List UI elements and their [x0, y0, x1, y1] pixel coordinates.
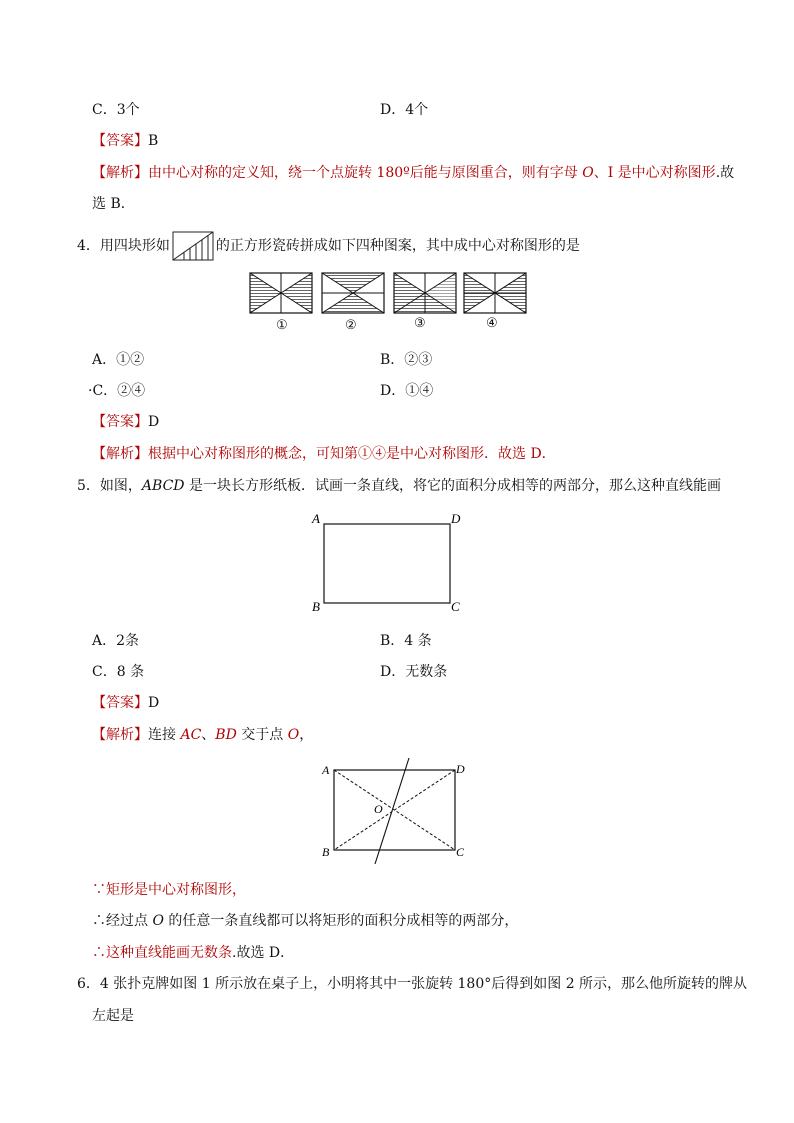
answer-value: D	[148, 414, 160, 430]
label-a: A	[312, 511, 320, 526]
q6-stem-b: ，那么他所旋转的牌从	[607, 976, 748, 992]
pattern-caption-3: ③	[414, 316, 426, 331]
segment-bd: BD	[215, 727, 237, 743]
q5-stem-b: 是一块长方形纸板．试画一条直线，将它的面积分成相等的两部分，那么这种直线能画	[184, 478, 721, 494]
q5-reason-2	[92, 911, 518, 931]
answer-tag: 【答案】	[92, 133, 148, 149]
q4-option-a: A．①②	[92, 352, 145, 368]
answer-tag: 【答案】	[92, 414, 148, 430]
label-o: O	[374, 802, 383, 816]
q3-analysis-cont: 选 B．	[92, 196, 135, 212]
point-o: O	[287, 727, 300, 743]
q4-pattern-figure	[248, 271, 528, 321]
q3-option-d: D．4个	[380, 102, 429, 118]
label-c: C	[451, 599, 460, 614]
q4-stem	[77, 231, 580, 261]
tile-icon	[172, 231, 214, 261]
q4-analysis	[92, 444, 556, 464]
q6-stem	[77, 974, 747, 994]
label-b: B	[312, 599, 320, 614]
q6-stem-cont: 左起是	[92, 1008, 134, 1024]
answer-tag: 【答案】	[92, 695, 148, 711]
q5-reason-3	[92, 943, 294, 963]
label-d: D	[456, 762, 465, 776]
analysis-text: .故	[715, 165, 735, 181]
pattern-1	[250, 273, 312, 313]
analysis-text: 后能与原图重合，则有字母	[409, 165, 583, 181]
label-b: B	[322, 845, 330, 859]
reason-text: 的任意一条直线都可以将矩形的面积分成相等的两部分，	[163, 913, 519, 929]
rectangle-diagonals-figure	[316, 758, 476, 870]
label-c: C	[456, 845, 465, 859]
reason-text: ∴经过点	[92, 913, 153, 929]
analysis-sep: 、	[593, 165, 608, 181]
q5-reason-1: ∵矩形是中心对称图形，	[92, 882, 246, 898]
pattern-2	[322, 273, 384, 313]
q5-option-b: B．4 条	[380, 633, 432, 649]
q6-stem-a: 6．4 张扑克牌如图 1 所示放在桌子上，小明将其中一张旋转 180°后得到如图 2 所示	[77, 976, 608, 992]
q5-answer	[92, 693, 159, 713]
q4-answer	[92, 412, 159, 432]
label-d: D	[451, 511, 461, 526]
analysis-text: 连接	[148, 727, 181, 743]
analysis-tag: 【解析】	[92, 727, 148, 743]
reason-text: .故选 D．	[232, 945, 295, 961]
pattern-3	[394, 273, 456, 313]
label-a: A	[322, 763, 330, 777]
letter-i: I	[607, 165, 614, 181]
answer-value: B	[148, 133, 159, 149]
analysis-tag: 【解析】	[92, 165, 148, 181]
analysis-text: ，	[299, 727, 314, 743]
analysis-text: 交于点	[236, 727, 288, 743]
q5-option-c: C．8 条	[92, 664, 145, 680]
analysis-tag: 【解析】	[92, 446, 148, 462]
q5-option-d: D．无数条	[380, 664, 448, 680]
degree-mark: º	[403, 165, 410, 181]
pattern-caption-1: ①	[276, 318, 288, 333]
point-o: O	[152, 913, 164, 929]
q4-stem-b: 的正方形瓷砖拼成如下四种图案，其中成中心对称图形的是	[215, 238, 580, 254]
analysis-text: 根据中心对称图形的概念，可知第①④是中心对称图形．故选 D．	[148, 446, 556, 462]
answer-value: D	[148, 695, 160, 711]
q4-option-c: ·C．②④	[88, 383, 146, 399]
q5-stem-a: 5．如图，	[77, 478, 142, 494]
pattern-caption-4: ④	[486, 316, 498, 331]
pattern-caption-2: ②	[345, 318, 357, 333]
q5-stem	[77, 476, 721, 496]
q3-answer	[92, 131, 158, 151]
q4-option-d: D．①④	[380, 383, 434, 399]
q5-option-a: A．2条	[92, 633, 140, 649]
reason-text: ∴这种直线能画无数条	[92, 945, 232, 961]
q5-stem-abcd: ABCD	[141, 478, 185, 494]
analysis-text: 由中心对称的定义知，绕一个点旋转 180	[148, 165, 404, 181]
q3-option-c: C．3个	[92, 102, 140, 118]
analysis-text: 是中心对称图形	[613, 165, 716, 181]
segment-ac: AC	[180, 727, 202, 743]
pattern-4	[464, 273, 526, 313]
letter-o: O	[582, 165, 594, 181]
q4-stem-a: 4．用四块形如	[77, 238, 170, 254]
q5-analysis	[92, 725, 313, 745]
q3-analysis	[92, 163, 734, 183]
analysis-sep: 、	[201, 727, 216, 743]
q4-option-b: B．②③	[380, 352, 433, 368]
rectangle-figure	[308, 508, 468, 620]
